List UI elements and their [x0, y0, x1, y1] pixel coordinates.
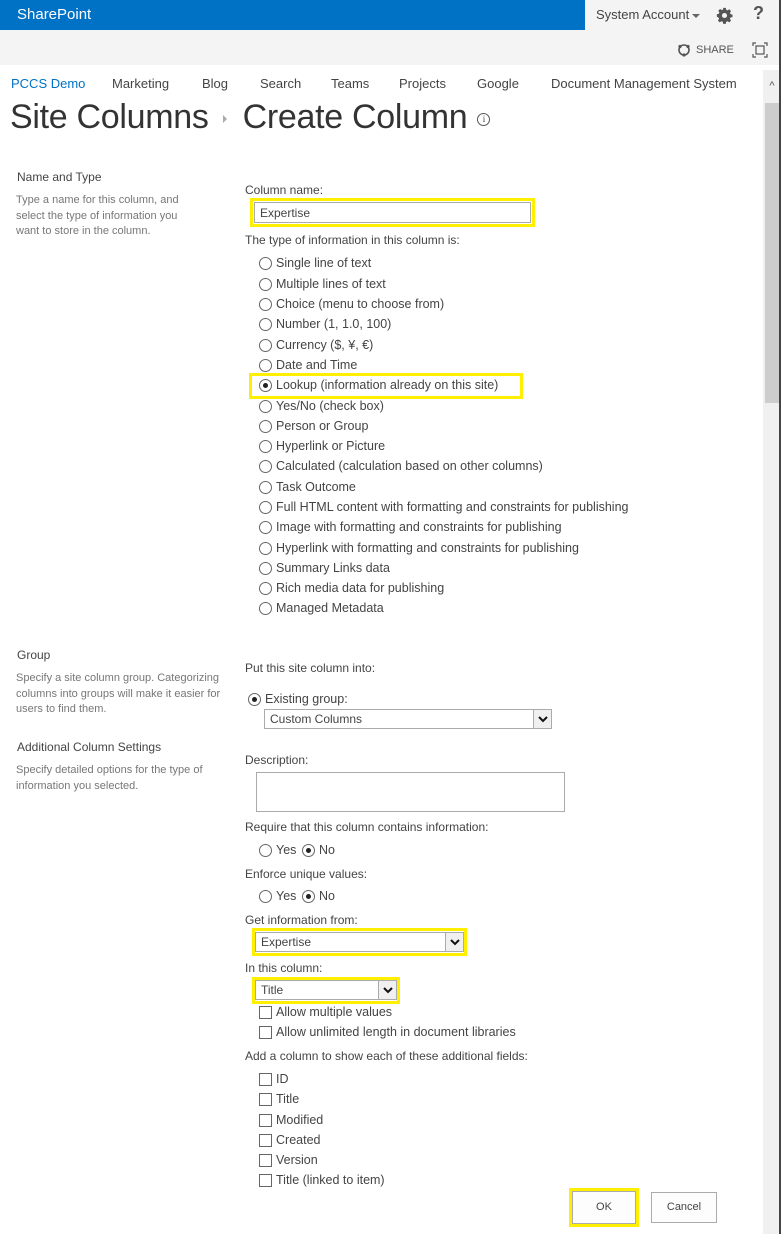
sharepoint-logo[interactable]: SharePoint [17, 6, 92, 23]
unique-yes-radio[interactable] [259, 887, 296, 905]
radio-icon[interactable] [259, 339, 272, 352]
get-info-select[interactable] [255, 932, 464, 952]
share-button[interactable] [677, 43, 734, 57]
nav-projects[interactable]: Projects [399, 76, 446, 91]
brand-bar [0, 0, 585, 30]
select-value: Title [261, 983, 284, 997]
section-title-additional: Additional Column Settings [17, 740, 162, 754]
option-label: Allow multiple values [276, 1005, 393, 1019]
checkbox-icon[interactable] [259, 1114, 272, 1127]
breadcrumb-separator-icon [223, 115, 227, 123]
radio-selected-icon[interactable] [302, 844, 315, 857]
nav-teams[interactable]: Teams [331, 76, 370, 91]
field-checkbox-title-linked[interactable] [259, 1171, 385, 1189]
existing-group-select[interactable] [264, 709, 552, 729]
type-label: The type of information in this column is: [245, 233, 460, 247]
description-textarea[interactable] [256, 772, 565, 812]
page-title [10, 98, 490, 137]
type-option-date-time[interactable] [259, 356, 357, 374]
option-label: Number (1, 1.0, 100) [276, 317, 392, 331]
radio-selected-icon[interactable] [248, 693, 261, 706]
radio-icon[interactable] [259, 318, 272, 331]
radio-selected-icon[interactable] [302, 890, 315, 903]
radio-icon[interactable] [259, 602, 272, 615]
field-checkbox-modified[interactable] [259, 1111, 323, 1129]
nav-marketing[interactable]: Marketing [112, 76, 170, 91]
scroll-thumb[interactable] [765, 103, 779, 403]
radio-icon[interactable] [259, 400, 272, 413]
ok-button[interactable]: OK [572, 1191, 636, 1224]
select-value: Custom Columns [270, 712, 363, 726]
group-label: Put this site column into: [245, 661, 376, 675]
option-label: Modified [276, 1113, 324, 1127]
type-option-hyperlink-publishing[interactable] [259, 539, 579, 557]
nav-pccs-demo[interactable]: PCCS Demo [11, 76, 86, 91]
radio-icon[interactable] [259, 359, 272, 372]
nav-blog[interactable]: Blog [202, 76, 229, 91]
checkbox-icon[interactable] [259, 1174, 272, 1187]
type-option-image[interactable] [259, 518, 562, 536]
chevron-down-icon[interactable] [378, 981, 396, 999]
field-checkbox-version[interactable] [259, 1151, 318, 1169]
type-option-choice[interactable] [259, 295, 444, 313]
section-desc-name-type: Type a name for this column, and select the type of information you want to store in the column. [16, 194, 179, 237]
share-icon [677, 43, 691, 57]
radio-icon[interactable] [259, 481, 272, 494]
option-label: No [319, 889, 335, 903]
option-label: Lookup (information already on this site) [276, 378, 499, 392]
help-icon[interactable]: ? [753, 3, 764, 23]
option-label: ID [276, 1072, 289, 1086]
radio-selected-icon[interactable] [259, 379, 272, 392]
type-option-full-html[interactable] [259, 498, 628, 516]
radio-icon[interactable] [259, 460, 272, 473]
checkbox-icon[interactable] [259, 1026, 272, 1039]
section-title-name-type: Name and Type [17, 170, 102, 184]
option-label: Image with formatting and constraints for publishing [276, 520, 562, 534]
type-option-single-line[interactable] [259, 254, 371, 272]
radio-icon[interactable] [259, 890, 272, 903]
description-label: Description: [245, 753, 309, 767]
require-no-radio[interactable] [302, 841, 335, 859]
option-label: Title (linked to item) [276, 1173, 385, 1187]
option-label: Hyperlink or Picture [276, 439, 386, 453]
scroll-up-icon[interactable]: ^ [769, 80, 775, 92]
section-desc-additional: Specify detailed options for the type of information you selected. [16, 764, 203, 792]
require-label: Require that this column contains information: [245, 820, 489, 834]
option-label: Existing group: [265, 692, 348, 706]
type-option-person-group[interactable] [259, 417, 368, 435]
column-name-label: Column name: [245, 183, 324, 197]
checkbox-icon[interactable] [259, 1154, 272, 1167]
option-label: Summary Links data [276, 561, 390, 575]
account-menu[interactable] [596, 7, 700, 22]
type-option-number[interactable] [259, 315, 391, 333]
suite-bar [0, 0, 781, 30]
allow-multiple-checkbox[interactable] [259, 1003, 392, 1021]
option-label: Yes [276, 889, 297, 903]
type-option-calculated[interactable] [259, 457, 543, 475]
existing-group-radio[interactable] [248, 690, 348, 708]
option-label: Hyperlink with formatting and constraints for publishing [276, 541, 579, 555]
nav-search[interactable]: Search [260, 76, 302, 91]
field-checkbox-created[interactable] [259, 1131, 320, 1149]
option-label: Task Outcome [276, 480, 356, 494]
type-option-summary-links[interactable] [259, 559, 390, 577]
chevron-down-icon[interactable] [445, 933, 463, 951]
checkbox-icon[interactable] [259, 1073, 272, 1086]
option-label: Choice (menu to choose from) [276, 297, 445, 311]
radio-icon[interactable] [259, 440, 272, 453]
radio-icon[interactable] [259, 420, 272, 433]
chevron-down-icon[interactable] [533, 710, 551, 728]
option-label: Rich media data for publishing [276, 581, 445, 595]
option-label: Yes [276, 843, 297, 857]
column-name-input[interactable]: Expertise [254, 202, 531, 223]
additional-fields-label: Add a column to show each of these additional fields: [245, 1049, 528, 1063]
type-option-lookup[interactable] [259, 376, 498, 394]
option-label: Person or Group [276, 419, 369, 433]
option-label: Calculated (calculation based on other columns) [276, 459, 543, 473]
option-label: Multiple lines of text [276, 277, 386, 291]
type-option-hyperlink-picture[interactable] [259, 437, 385, 455]
option-label: Allow unlimited length in document libraries [276, 1025, 516, 1039]
in-column-select[interactable] [255, 980, 397, 1000]
get-info-label: Get information from: [245, 913, 358, 927]
radio-icon[interactable] [259, 278, 272, 291]
type-option-multiple-lines[interactable] [259, 275, 386, 293]
action-bar [0, 30, 781, 65]
require-yes-radio[interactable] [259, 841, 296, 859]
option-label: Version [276, 1153, 318, 1167]
option-label: No [319, 843, 335, 857]
checkbox-icon[interactable] [259, 1093, 272, 1106]
share-label: SHARE [696, 44, 734, 56]
section-title-group: Group [17, 648, 51, 662]
caret-down-icon [692, 14, 700, 18]
option-label: Created [276, 1133, 321, 1147]
field-checkbox-title[interactable] [259, 1090, 299, 1108]
gear-icon[interactable] [716, 7, 733, 24]
option-label: Yes/No (check box) [276, 399, 384, 413]
select-value: Expertise [261, 935, 312, 949]
radio-icon[interactable] [259, 501, 272, 514]
in-column-label: In this column: [245, 961, 323, 975]
type-option-task-outcome[interactable] [259, 478, 356, 496]
field-checkbox-id[interactable] [259, 1070, 289, 1088]
option-label: Full HTML content with formatting and constraints for publishing [276, 500, 629, 514]
page-title-text: Create Column [242, 98, 468, 136]
radio-icon[interactable] [259, 844, 272, 857]
option-label: Managed Metadata [276, 601, 384, 615]
info-icon[interactable]: i [477, 113, 490, 126]
unique-label: Enforce unique values: [245, 867, 368, 881]
cancel-button[interactable]: Cancel [651, 1192, 717, 1223]
option-label: Title [276, 1092, 300, 1106]
checkbox-icon[interactable] [259, 1134, 272, 1147]
checkbox-icon[interactable] [259, 1006, 272, 1019]
option-label: Currency ($, ¥, €) [276, 338, 374, 352]
radio-icon[interactable] [259, 521, 272, 534]
account-name: System Account [596, 7, 690, 22]
type-option-managed-metadata[interactable] [259, 599, 384, 617]
nav-document-management-system[interactable]: Document Management System [551, 76, 737, 91]
nav-google[interactable]: Google [477, 76, 519, 91]
radio-icon[interactable] [259, 582, 272, 595]
radio-icon[interactable] [259, 562, 272, 575]
focus-mode-icon[interactable] [752, 42, 768, 58]
type-option-yes-no[interactable] [259, 397, 384, 415]
unique-no-radio[interactable] [302, 887, 335, 905]
allow-unlimited-checkbox[interactable] [259, 1023, 516, 1041]
type-option-rich-media[interactable] [259, 579, 444, 597]
type-option-currency[interactable] [259, 336, 373, 354]
section-desc-group: Specify a site column group. Categorizing columns into groups will make it easier for users to find them. [16, 672, 221, 715]
radio-icon[interactable] [259, 257, 272, 270]
radio-icon[interactable] [259, 542, 272, 555]
radio-icon[interactable] [259, 298, 272, 311]
option-label: Date and Time [276, 358, 358, 372]
option-label: Single line of text [276, 256, 372, 270]
breadcrumb-site-columns[interactable]: Site Columns [10, 98, 209, 136]
